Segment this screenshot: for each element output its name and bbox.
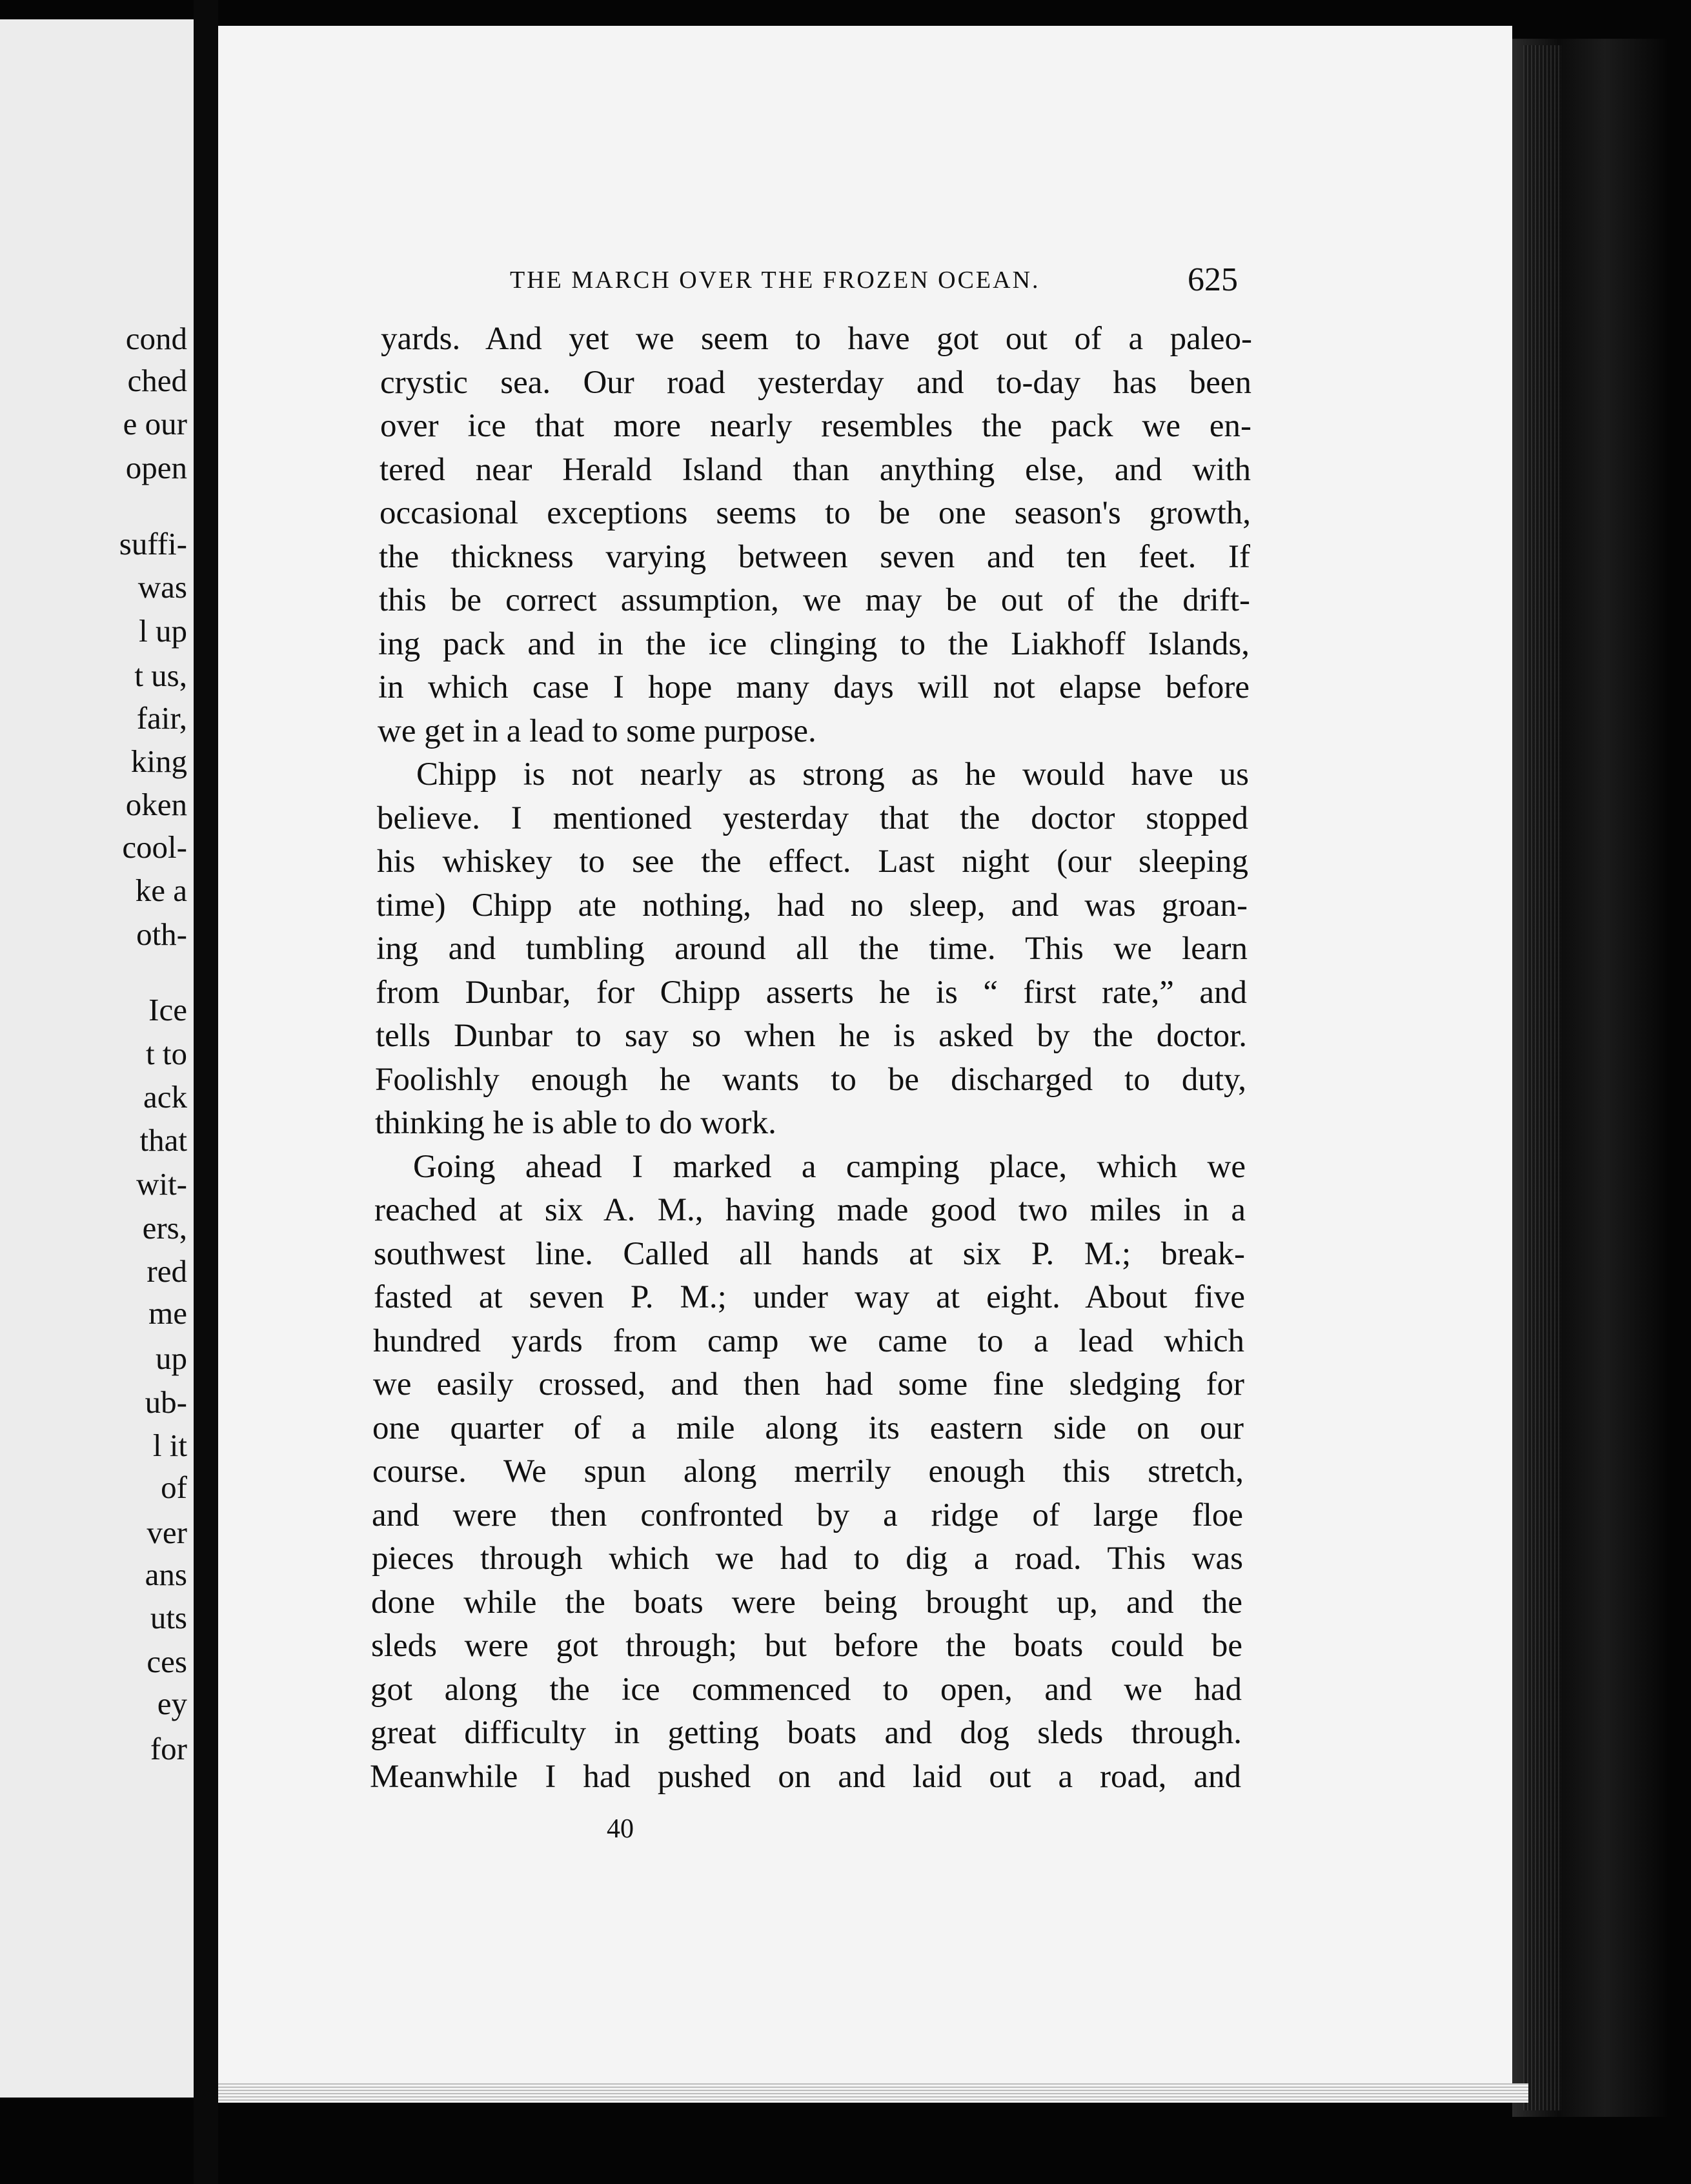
text-line: done while the boats were being brought up, and the xyxy=(371,1584,1242,1621)
previous-page-fragment: ey xyxy=(157,1686,187,1721)
text-line: Meanwhile I had pushed on and laid out a road, and xyxy=(370,1758,1241,1795)
previous-page-fragment: suffi- xyxy=(119,526,187,561)
text-line: Going ahead I marked a camping place, which we xyxy=(413,1148,1246,1185)
text-line: one quarter of a mile along its eastern side on our xyxy=(372,1410,1244,1446)
text-line: pieces through which we had to dig a road. This was xyxy=(372,1541,1243,1577)
text-line: sleds were got through; but before the boats could be xyxy=(371,1628,1242,1664)
previous-page-fragment: that xyxy=(139,1122,187,1158)
text-line: ing pack and in the ice clinging to the Liakhoff Islands, xyxy=(378,625,1250,662)
previous-page-fragment: Ice xyxy=(148,992,187,1027)
text-line: and were then confronted by a ridge of large floe xyxy=(372,1497,1243,1533)
text-line: in which case I hope many days will not elapse before xyxy=(378,669,1250,705)
text-line: Chipp is not nearly as strong as he would have us xyxy=(416,756,1249,793)
previous-page-fragment: ces xyxy=(147,1644,187,1679)
previous-page-fragment: ans xyxy=(145,1557,187,1592)
previous-page-fragment: cond xyxy=(125,321,187,356)
previous-page-fragment: ub- xyxy=(145,1384,187,1420)
text-line: hundred yards from camp we came to a lead which xyxy=(373,1322,1244,1359)
previous-page-fragment: fair, xyxy=(136,700,187,736)
page-number: 625 xyxy=(1188,261,1238,298)
text-line: thinking he is able to do work. xyxy=(375,1105,776,1141)
previous-page-fragment: open xyxy=(125,450,187,485)
text-line: course. We spun along merrily enough this stretch, xyxy=(372,1453,1244,1490)
text-line: over ice that more nearly resembles the pack we en- xyxy=(380,408,1251,444)
text-line: his whiskey to see the effect. Last night (our sleeping xyxy=(377,844,1248,880)
previous-page-fragment: was xyxy=(137,569,187,605)
previous-page-fragment: red xyxy=(147,1253,187,1289)
previous-page-fragment: up xyxy=(156,1340,187,1376)
previous-page-fragment: oken xyxy=(125,787,187,822)
previous-page-fragment: king xyxy=(130,743,187,779)
text-line: reached at six A. M., having made good two miles in a xyxy=(374,1192,1246,1228)
text-line: we get in a lead to some purpose. xyxy=(378,713,816,749)
previous-page-fragment: t us, xyxy=(134,658,187,693)
previous-page-fragment: l up xyxy=(139,613,187,649)
previous-page-fragment: ack xyxy=(143,1079,187,1115)
previous-page-fragment: cool- xyxy=(122,829,187,865)
previous-page-fragment: t to xyxy=(146,1036,187,1071)
text-line: southwest line. Called all hands at six P. M.; break- xyxy=(374,1235,1245,1272)
previous-page-fragment: oth- xyxy=(136,916,187,952)
text-line: we easily crossed, and then had some fine sledging for xyxy=(373,1366,1244,1402)
previous-page-fragment: uts xyxy=(150,1600,187,1635)
previous-page-fragment: of xyxy=(161,1470,187,1505)
previous-page-fragment: ched xyxy=(127,363,187,398)
text-line: tered near Herald Island than anything else, and with xyxy=(380,451,1251,488)
previous-page-fragment: me xyxy=(148,1295,187,1331)
previous-page-fragment: ver xyxy=(147,1515,187,1550)
text-line: this be correct assumption, we may be out of the drift- xyxy=(379,582,1250,618)
previous-page-fragment: ers, xyxy=(142,1210,187,1246)
previous-page-fragment: l it xyxy=(152,1428,187,1463)
previous-page-fragment: wit- xyxy=(136,1166,187,1202)
page-bottom-edge xyxy=(218,2083,1528,2103)
text-line: fasted at seven P. M.; under way at eight. About five xyxy=(374,1279,1245,1315)
text-line: the thickness varying between seven and ten feet. If xyxy=(379,538,1250,575)
text-line: great difficulty in getting boats and dog sleds through. xyxy=(370,1715,1242,1751)
text-line: time) Chipp ate nothing, had no sleep, and was groan- xyxy=(376,887,1248,924)
running-head xyxy=(510,266,1265,294)
previous-page-fragment: e our xyxy=(123,406,187,441)
running-head-title: THE MARCH OVER THE FROZEN OCEAN. xyxy=(510,267,1040,294)
text-line: yards. And yet we seem to have got out of a paleo- xyxy=(381,321,1252,357)
text-line: crystic sea. Our road yesterday and to-day has been xyxy=(380,364,1251,401)
text-line: got along the ice commenced to open, and we had xyxy=(370,1671,1242,1708)
text-line: believe. I mentioned yesterday that the doctor stopped xyxy=(377,800,1248,836)
text-line: occasional exceptions seems to be one season's growth, xyxy=(380,495,1251,531)
page-stack-edges xyxy=(1523,45,1562,2110)
book-gutter xyxy=(194,0,218,2184)
previous-page-fragment: ke a xyxy=(135,873,187,908)
text-line: ing and tumbling around all the time. This we learn xyxy=(376,931,1248,967)
text-line: tells Dunbar to say so when he is asked by the doctor. xyxy=(376,1018,1247,1054)
text-line: from Dunbar, for Chipp asserts he is “ first rate,” and xyxy=(376,974,1247,1011)
signature-mark: 40 xyxy=(607,1814,634,1844)
previous-page-fragment: for xyxy=(150,1731,187,1766)
text-line: Foolishly enough he wants to be discharged to duty, xyxy=(375,1061,1246,1098)
